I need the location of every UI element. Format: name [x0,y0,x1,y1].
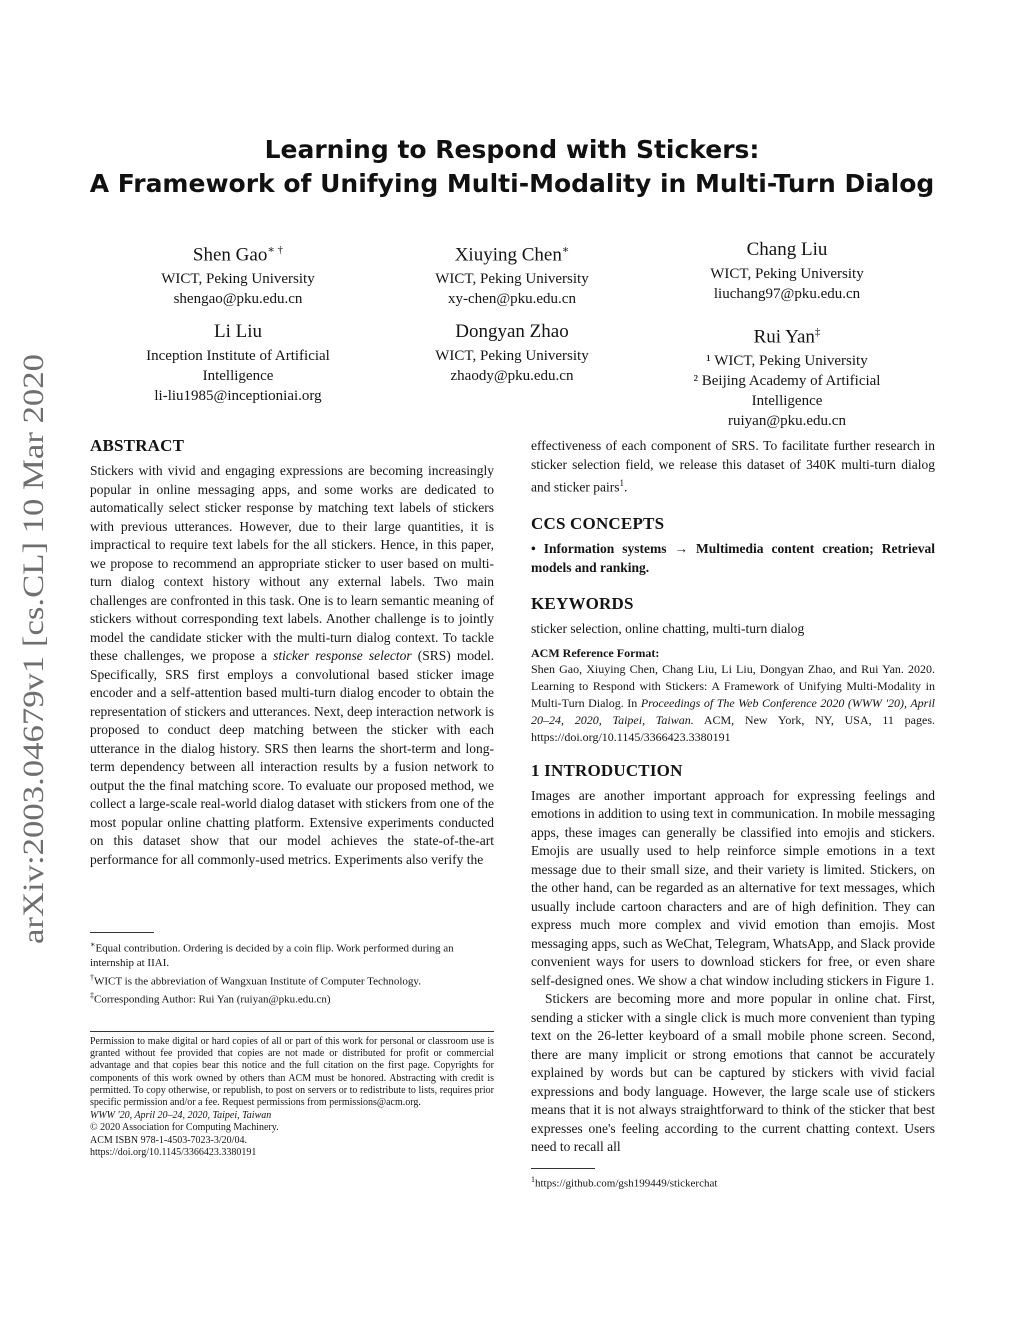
author-email: liuchang97@pku.edu.cn [713,286,861,302]
footnote-github-link: $^1$https://github.com/gsh199449/stickerchat [531,1175,718,1190]
permission-rule [90,1031,494,1032]
author-affiliation: ² Beijing Academy of Artificial [693,373,881,390]
left-column [90,435,494,869]
abstract-italic-term: sticker response selector [273,648,412,663]
author-block-chang-liu [667,237,907,304]
author-affiliation: WICT, Peking University [161,271,315,288]
abstract-heading: ABSTRACT [90,436,185,455]
author-affiliation: WICT, Peking University [710,266,864,282]
author-email: shengao@pku.edu.cn [173,291,303,308]
introduction-paragraph-1: Images are another important approach for expressing feelings and emotions in addition to using text in communication. In mobile messaging apps, these images can generally be classified into emojis and stickers. Emojis are usually used to help reinforce simple emotions in a text message due to their small size, and their variety is limited. Stickers, on the other hand, can be regarded as an alternative for text messages, which usually include cartoon characters and are of high definition. They can express much more complex and vivid emotion than emojis. Most messaging apps, such as WeChat, Telegram, WhatsApp, and Slack provide convenient ways for users to download stickers for free, or even share self-designed ones. We show a chat window including stickers in Figure 1. [531,787,935,988]
author-name: Chang Liu [746,239,828,260]
author-affiliation: ¹ WICT, Peking University [706,353,868,370]
author-affiliation: WICT, Peking University [435,348,589,364]
abstract-body: Stickers with vivid and engaging expressions are becoming increasingly popular in online messaging apps, and some works are dedicated to automatically select sticker response by matching text labels of stickers with previous utterances. However, due to their large quantities, it is impractical to require text labels for the all stickers. Hence, in this paper, we propose to recommend an appropriate sticker to user based on multi-turn dialog context history without any external labels. Two main challenges are confronted in this task. One is to learn semantic meaning of stickers without corresponding text labels. Another challenge is to jointly model the candidate sticker with the multi-turn dialog context. To tackle these challenges, we propose a sticker response selector (SRS) model. Specifically, SRS first employs a convolutional based sticker image encoder and a self-attention based multi-turn dialog encoder to obtain the representation of stickers and utterances. Next, deep interaction network is proposed to conduct deep matching between the sticker with each utterance in the dialog history. SRS then learns the short-term and long-term dependency between all interaction results by a fusion network to output the the final matching score. To evaluate our proposed method, we collect a large-scale real-world dialog dataset with stickers from one of the most popular online chatting platform. Extensive experiments conducted on this dataset show that our model achieves the state-of-the-art performance for all commonly-used metrics. Experiments also verify the [90,463,494,867]
author-block-li-liu [118,319,358,406]
author-block-dongyan-zhao [392,319,632,386]
permission-copyright: © 2020 Association for Computing Machinery. [90,1122,279,1134]
author-name: Dongyan Zhao [455,321,569,342]
title-line-2: A Framework of Unifying Multi-Modality in Multi-Turn Dialog [89,169,935,198]
permission-block [90,1036,494,1159]
acm-reference-heading: ACM Reference Format: [531,645,660,660]
author-name: Shen Gao∗ † [192,244,284,266]
author-affiliation: Intelligence [202,368,274,384]
author-block-shen-gao [118,237,358,309]
footnote-wict: †WICT is the abbreviation of Wangxuan Institute of Computer Technology. [90,972,421,988]
arxiv-identifier-text: arXiv:2003.04679v1 [cs.CL] 10 Mar 2020 [17,434,50,944]
author-email: ruiyan@pku.edu.cn [728,413,846,430]
keywords-text: sticker selection, online chatting, multi-turn dialog [531,621,805,636]
left-footnotes [90,938,494,1008]
paper-title [40,133,984,201]
author-email: zhaody@pku.edu.cn [450,368,574,384]
introduction-paragraph-2: Stickers are becoming more and more popular in online chat. First, sending a sticker with a single click is much more convenient than typing text on the 26-letter keyboard of a small mobile phone screen. Second, there are many implicit or strong emotions that cannot be accurately explained by words but can be captured by stickers with vivid facial expressions and body language. However, the large scale use of stickers means that it is not always straightforward to think of the sticker that best expresses one's feeling according to the current chatting context. Users need to recall all [531,991,935,1154]
footnote-rule [90,932,154,933]
footnote-equal-contribution: ∗Equal contribution. Ordering is decided by a coin flip. Work performed during an internship at IIAI. [90,940,454,969]
title-line-1: Learning to Respond with Stickers: [264,135,760,164]
author-name: Rui Yan‡ [753,326,821,348]
author-name: Xiuying Chen∗ [454,244,570,266]
footnote-rule-right [531,1168,595,1169]
introduction-heading: 1 INTRODUCTION [531,760,683,780]
right-column [531,437,935,1157]
arxiv-identifier-stamp [14,352,52,944]
ccs-heading: CCS CONCEPTS [531,514,665,533]
author-name: Li Liu [213,321,263,342]
author-email: li-liu1985@inceptioniai.org [154,388,322,404]
footnote-corresponding-author: ‡Corresponding Author: Rui Yan (ruiyan@pku.edu.cn) [90,991,331,1006]
author-affiliation: Inception Institute of Artificial [146,348,330,364]
author-email: xy-chen@pku.edu.cn [448,291,576,308]
author-affiliation: Intelligence [751,393,823,410]
permission-doi: https://doi.org/10.1145/3366423.3380191 [90,1146,257,1158]
permission-isbn: ACM ISBN 978-1-4503-7023-3/20/04. [90,1134,247,1146]
permission-text: Permission to make digital or hard copies of all or part of this work for personal or classroom use is granted without fee provided that copies are not made or distributed for profit or commercial advantage and that copies bear this notice and the full citation on the first page. Copyrights for components of this work owned by others than ACM must be honored. Abstracting with credit is permitted. To copy otherwise, or republish, to post on servers or to redistribute to lists, requires prior specific permission and/or a fee. Request permissions from permissions@acm.org. [90,1036,494,1109]
author-block-rui-yan [667,319,907,431]
author-affiliation: WICT, Peking University [435,271,589,288]
keywords-heading: KEYWORDS [531,594,634,613]
permission-venue: WWW '20, April 20–24, 2020, Taipei, Taiwan [90,1110,272,1122]
acm-reference-text: Shen Gao, Xiuying Chen, Chang Liu, Li Liu, Dongyan Zhao, and Rui Yan. 2020. Learning to Respond with Stickers: A Framework of Unifying Multi-Modality in Multi-Turn Dialog. In Proceedings of The Web Conference 2020 (WWW '20), April 20–24, 2020, Taipei, Taiwan. ACM, New York, NY, USA, 11 pages. https://doi.org/10.1145/3366423.3380191 [531,661,935,744]
author-block-xiuying-chen [392,237,632,309]
ccs-concepts-text: • Information systems → Multimedia content creation; Retrieval models and ranking. [531,541,935,575]
abstract-continued: effectiveness of each component of SRS. To facilitate further research in sticker selection field, we release this dataset of 340K multi-turn dialog and sticker pairs$^1$. [531,438,935,495]
